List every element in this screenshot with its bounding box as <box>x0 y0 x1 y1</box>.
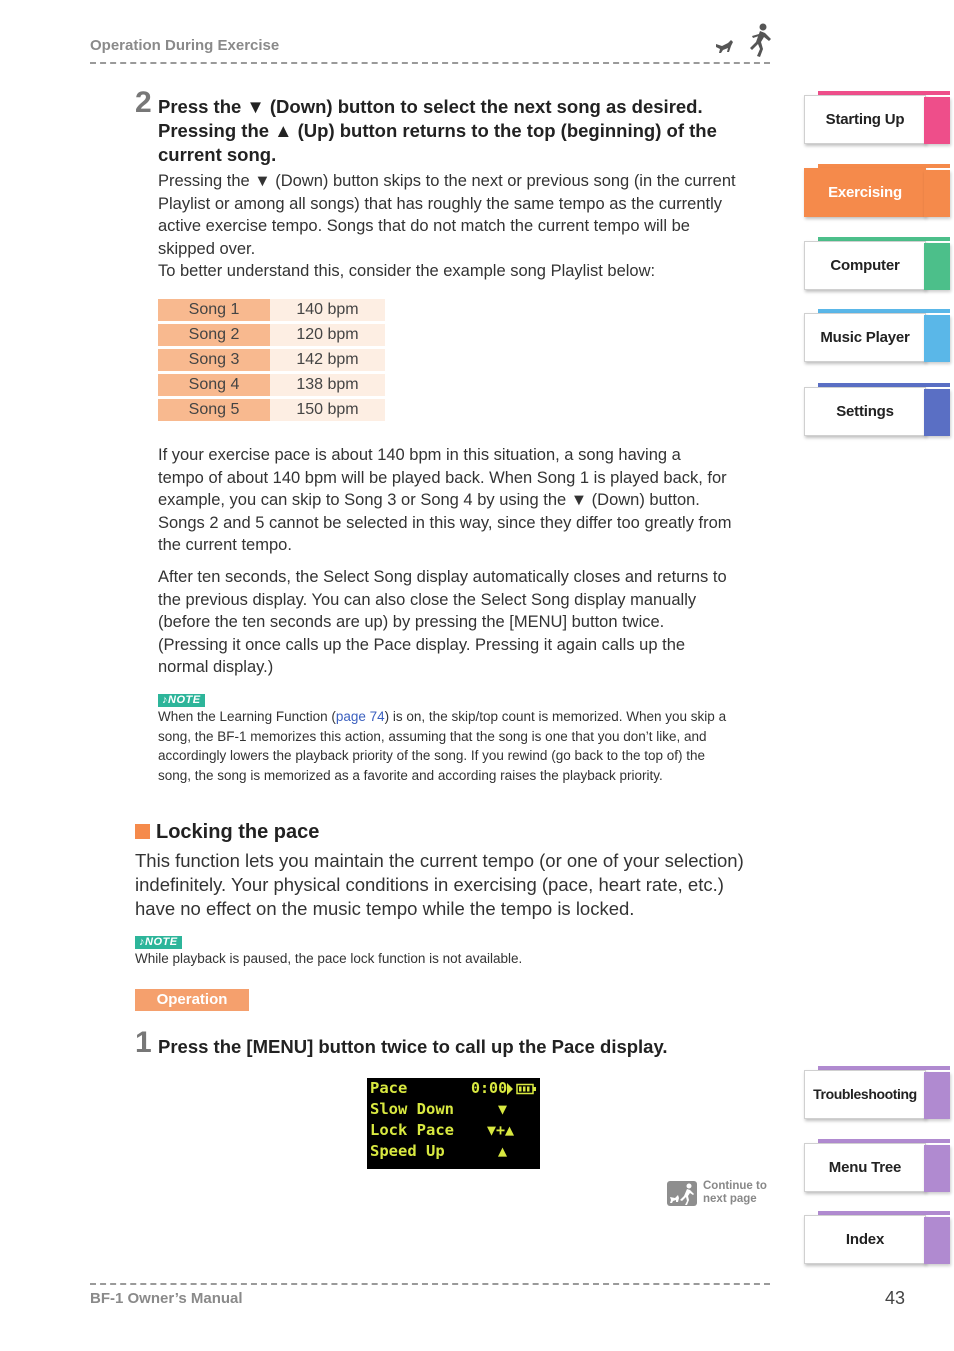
tab-starting-up[interactable] <box>804 95 952 145</box>
tab-color-strip <box>924 1217 950 1264</box>
lcd-row-symbol: ▼ <box>498 1100 508 1118</box>
bpm-cell: 120 bpm <box>270 324 385 346</box>
text-line: To better understand this, consider the example song Playlist below: <box>158 262 656 281</box>
paragraph-timeout <box>158 566 778 679</box>
text-line <box>158 707 778 727</box>
text-line: accordingly lowers the playback priority of the song. If you rewind (go back to the top of) the <box>158 748 706 763</box>
example-playlist-table <box>158 296 385 424</box>
lcd-row-label: Slow Down <box>370 1100 454 1118</box>
text-line: Songs 2 and 5 cannot be selected in this way, since they differ too greatly from <box>158 513 732 532</box>
tab-settings[interactable] <box>804 387 952 437</box>
paragraph-skip <box>158 170 778 283</box>
text-line: indefinitely. Your physical conditions in exercising (pace, heart rate, etc.) <box>135 874 724 896</box>
lcd-row-label: Speed Up <box>370 1142 445 1160</box>
note-badge <box>135 932 182 950</box>
text-line: (Pressing it once calls up the Pace display. Pressing it again calls up the <box>158 635 686 654</box>
step-number: 1 <box>135 1026 152 1059</box>
tab-music-player[interactable] <box>804 313 952 363</box>
bpm-cell: 138 bpm <box>270 374 385 396</box>
step-heading-line: current song. <box>158 144 277 165</box>
note-label: NOTE <box>168 694 201 706</box>
text-line: the previous display. You can also close the Select Song display manually <box>158 590 697 609</box>
page-number: 43 <box>885 1288 906 1308</box>
tab-computer[interactable] <box>804 241 952 291</box>
tab-color-strip <box>924 170 950 217</box>
note-learning-function <box>158 707 778 785</box>
table-row <box>158 299 385 321</box>
footer-title: BF-1 Owner’s Manual <box>90 1290 243 1307</box>
text-line: skipped over. <box>158 239 256 258</box>
play-battery-icon <box>507 1083 537 1095</box>
section-heading <box>135 821 319 844</box>
tab-exercising[interactable] <box>804 168 952 218</box>
text-line: tempo of about 140 bpm will be played back. When Song 1 is played back, for <box>158 468 727 487</box>
orange-square-icon <box>135 824 150 839</box>
song-cell: Song 2 <box>158 324 270 346</box>
runner-dog-icon <box>712 22 774 58</box>
header-title: Operation During Exercise <box>90 37 280 54</box>
table-row <box>158 349 385 371</box>
note-pause: While playback is paused, the pace lock function is not available. <box>135 951 523 966</box>
lcd-time: 0:00 <box>471 1079 508 1097</box>
text-line: have no effect on the music tempo while the tempo is locked. <box>135 898 635 920</box>
text-line: Playlist or among all songs) that has roughly the same tempo as the currently <box>158 194 723 213</box>
continue-line: next page <box>703 1193 757 1205</box>
text-line: This function lets you maintain the current tempo (or one of your selection) <box>135 850 744 871</box>
bpm-cell: 142 bpm <box>270 349 385 371</box>
bpm-cell: 140 bpm <box>270 299 385 321</box>
note-label: NOTE <box>145 936 178 948</box>
lcd-row-symbol: ▲ <box>498 1142 508 1160</box>
song-cell: Song 5 <box>158 399 270 421</box>
table-row <box>158 324 385 346</box>
continue-note <box>703 1180 767 1206</box>
tab-color-strip <box>924 389 950 436</box>
tab-label: Troubleshooting <box>804 1070 926 1119</box>
music-note-icon: ♪ <box>139 936 145 948</box>
tab-label: Index <box>804 1215 926 1264</box>
text-span: ) is on, the skip/top count is memorized. When you skip a <box>384 709 727 724</box>
tab-label: Computer <box>804 241 926 290</box>
text-span: When the Learning Function ( <box>158 709 336 724</box>
header-divider <box>90 62 770 64</box>
step-heading-line: Pressing the ▲ (Up) button returns to the top (beginning) of the <box>158 120 717 141</box>
text-line: song, the song is memorized as a favorite and according raises the playback priority. <box>158 767 663 783</box>
music-note-icon: ♪ <box>162 694 168 706</box>
note-badge <box>158 690 205 708</box>
tab-color-strip <box>924 1072 950 1119</box>
text-line: normal display.) <box>158 658 274 677</box>
continue-runner-icon <box>667 1181 697 1206</box>
tab-color-strip <box>924 315 950 362</box>
lcd-title: Pace <box>370 1079 408 1097</box>
tab-label: Menu Tree <box>804 1143 926 1192</box>
tab-label: Music Player <box>804 313 926 362</box>
text-line: After ten seconds, the Select Song display automatically closes and returns to <box>158 568 727 586</box>
tab-troubleshooting[interactable] <box>804 1070 952 1120</box>
table-row <box>158 374 385 396</box>
text-line: Pressing the ▼ (Down) button skips to the next or previous song (in the current <box>158 172 736 190</box>
tab-label: Exercising <box>804 168 926 217</box>
footer-divider <box>90 1283 770 1285</box>
page-74-link[interactable]: page 74 <box>335 709 385 724</box>
song-cell: Song 1 <box>158 299 270 321</box>
bpm-cell: 150 bpm <box>270 399 385 421</box>
text-line: the current tempo. <box>158 536 292 555</box>
tab-color-strip <box>924 243 950 290</box>
text-line: (before the ten seconds are up) by pressing the [MENU] button twice. <box>158 613 665 632</box>
continue-line: Continue to <box>703 1180 767 1192</box>
paragraph-example <box>158 444 778 557</box>
tab-label: Starting Up <box>804 95 926 144</box>
tab-menu-tree[interactable] <box>804 1143 952 1193</box>
operation-badge: Operation <box>135 989 249 1011</box>
locking-intro <box>135 849 775 922</box>
step-heading <box>158 95 778 167</box>
song-cell: Song 4 <box>158 374 270 396</box>
tab-color-strip <box>924 1145 950 1192</box>
text-line: active exercise tempo. Songs that do not match the current tempo will be <box>158 217 690 236</box>
pace-lcd-display <box>367 1078 540 1169</box>
lcd-row-label: Lock Pace <box>370 1121 454 1139</box>
text-line: example, you can skip to Song 3 or Song 4 by using the ▼ (Down) button. <box>158 491 700 510</box>
step-heading-line: Press the ▼ (Down) button to select the next song as desired. <box>158 96 703 117</box>
song-cell: Song 3 <box>158 349 270 371</box>
tab-label: Settings <box>804 387 926 436</box>
table-row <box>158 399 385 421</box>
text-line: If your exercise pace is about 140 bpm in this situation, a song having a <box>158 446 681 464</box>
step-number: 2 <box>135 86 152 119</box>
lcd-row-symbol: ▼+▲ <box>487 1121 515 1139</box>
tab-color-strip <box>924 97 950 144</box>
step-heading: Press the [MENU] button twice to call up the Pace display. <box>158 1036 668 1057</box>
text-line: song, the BF-1 memorizes this action, assuming that the song is one that you don’t like, and <box>158 728 707 744</box>
section-heading-text: Locking the pace <box>156 821 320 843</box>
tab-index[interactable] <box>804 1215 952 1265</box>
